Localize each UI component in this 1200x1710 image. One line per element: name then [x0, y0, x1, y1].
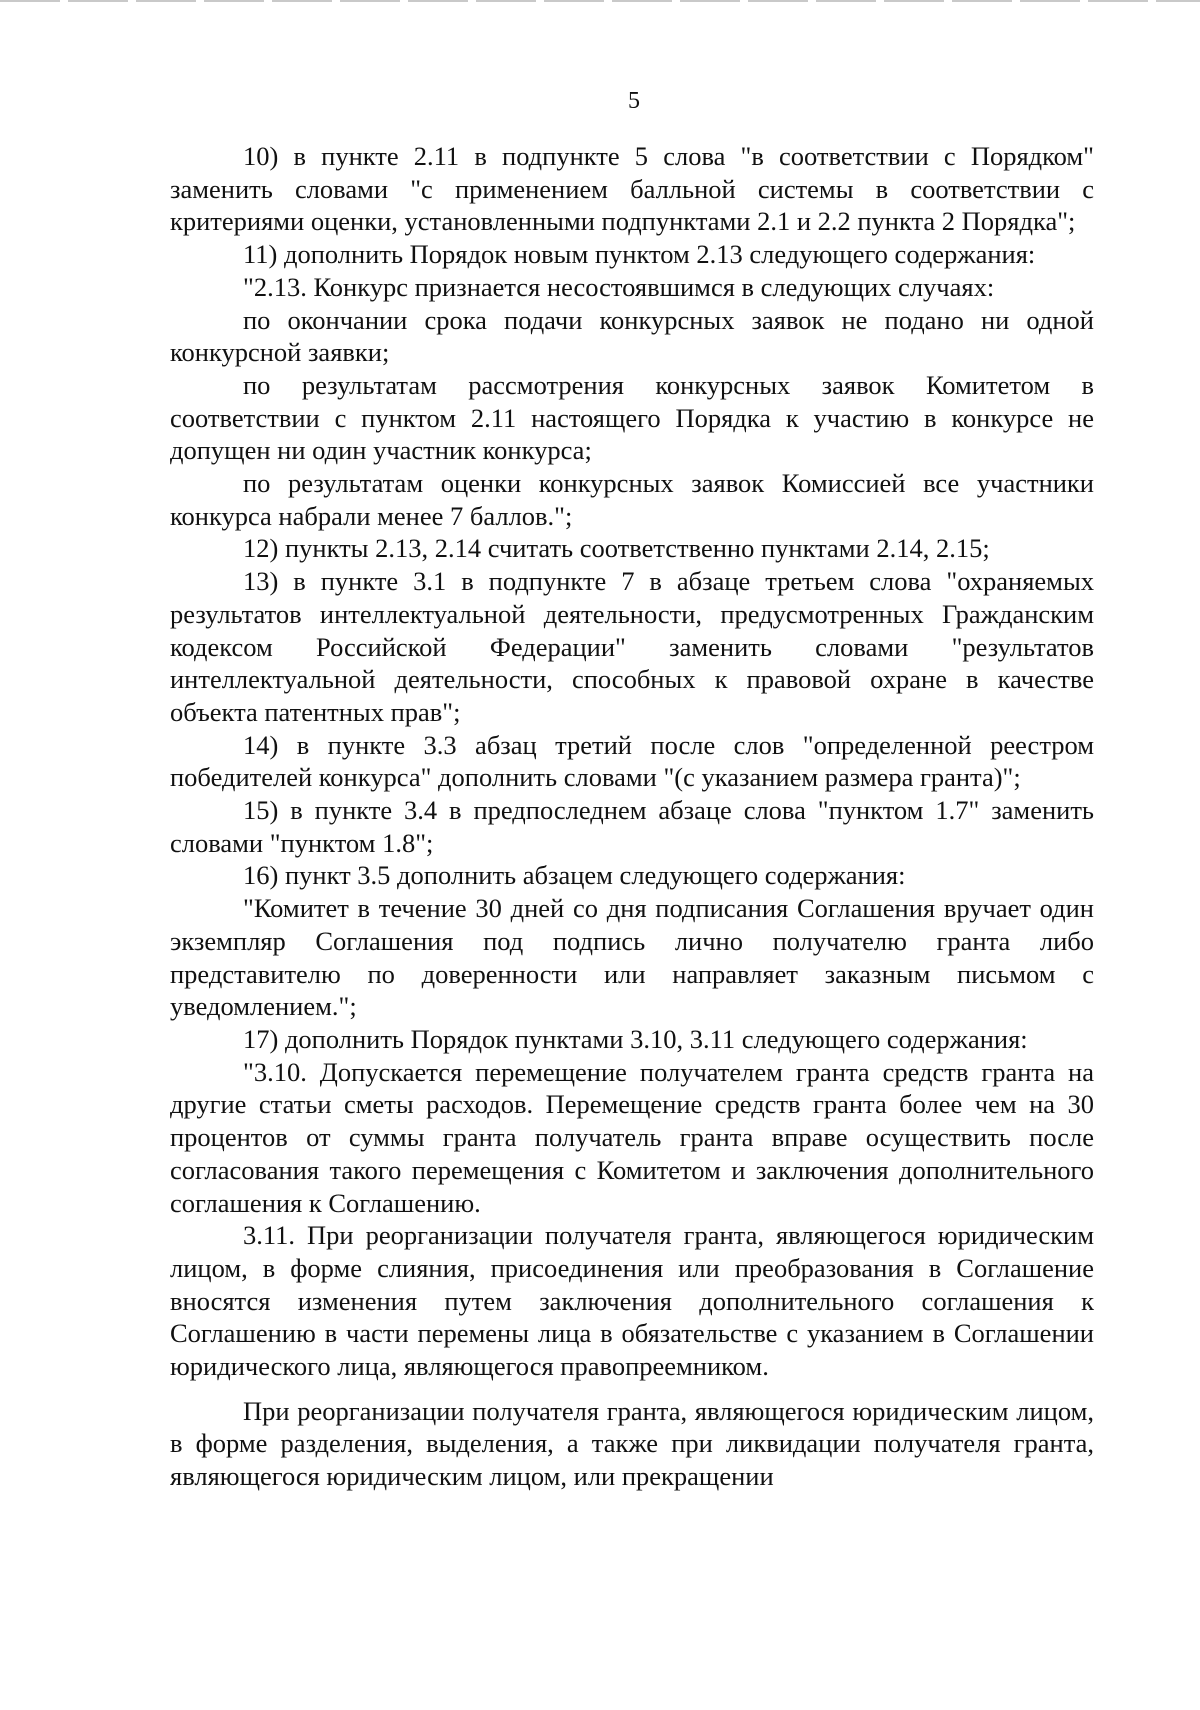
paragraph-case-none-admitted: по результатам рассмотрения конкурсных заявок Комитетом в соответствии с пунктом 2.11 настоящего Порядка к участию в конкурсе не допущен ни один участник конкурса;: [170, 369, 1094, 466]
document-body: [170, 140, 1094, 1493]
paragraph-item-16: 16) пункт 3.5 дополнить абзацем следующего содержания:: [243, 860, 906, 891]
paragraph-item-10: 10) в пункте 2.11 в подпункте 5 слова "в соответствии с Порядком" заменить словами "с применением балльной системы в соответствии с критериями оценки, установленными подпунктами 2.1 и 2.2 пункта 2 Порядка";: [170, 141, 1094, 237]
paragraph-item-17: 17) дополнить Порядок пунктами 3.10, 3.11 следующего содержания:: [243, 1023, 1028, 1054]
paragraph-item-15: 15) в пункте 3.4 в предпоследнем абзаце слова "пунктом 1.7" заменить словами "пунктом 1.8";: [170, 795, 1094, 858]
paragraph-item-12: 12) пункты 2.13, 2.14 считать соответственно пунктами 2.14, 2.15;: [243, 533, 990, 564]
page-number: 5: [628, 88, 640, 114]
paragraph-item-11: 11) дополнить Порядок новым пунктом 2.13 следующего содержания:: [243, 239, 1036, 270]
paragraph-reorganization-split: При реорганизации получателя гранта, являющегося юридическим лицом, в форме разделения, выделения, а также при ликвидации получателя гранта, являющегося юридическим лицом, или прекращении: [170, 1395, 1094, 1492]
paragraph-clause-3-10: "3.10. Допускается перемещение получателем гранта средств гранта на другие статьи сметы расходов. Перемещение средств гранта более чем на 30 процентов от суммы гранта получатель гранта вправе осуществить после согласования такого перемещения с Комитетом и заключения дополнительного соглашения к Соглашению.: [170, 1056, 1094, 1218]
paragraph-committee-delivery: "Комитет в течение 30 дней со дня подписания Соглашения вручает один экземпляр Соглашения под подпись лично получателю гранта либо представителю по доверенности или направляет заказным письмом с уведомлением.";: [170, 893, 1094, 1022]
paragraph-item-13: 13) в пункте 3.1 в подпункте 7 в абзаце третьем слова "охраняемых результатов интеллектуальной деятельности, предусмотренных Гражданским кодексом Российской Федерации" заменить словами "результатов интеллектуальной деятельности, способных к правовой охране в качестве объекта патентных прав";: [170, 566, 1094, 727]
paragraph-case-low-score: по результатам оценки конкурсных заявок Комиссией все участники конкурса набрали менее 7 баллов.";: [170, 468, 1094, 531]
scan-top-edge: [0, 0, 1200, 2]
paragraph-item-14: 14) в пункте 3.3 абзац третий после слов "определенной реестром победителей конкурса" дополнить словами "(с указанием размера гранта)";: [170, 729, 1094, 793]
paragraph-clause-2-13: "2.13. Конкурс признается несостоявшимся в следующих случаях:: [243, 271, 995, 302]
paragraph-case-no-applications: по окончании срока подачи конкурсных заявок не подано ни одной конкурсной заявки;: [170, 304, 1094, 368]
paragraph-clause-3-11: 3.11. При реорганизации получателя гранта, являющегося юридическим лицом, в форме слияния, присоединения или преобразования в Соглашение вносятся изменения путем заключения дополнительного соглашения к Соглашению в части перемены лица в обязательстве с указанием в Соглашении юридического лица, являющегося правопреемником.: [170, 1220, 1094, 1382]
